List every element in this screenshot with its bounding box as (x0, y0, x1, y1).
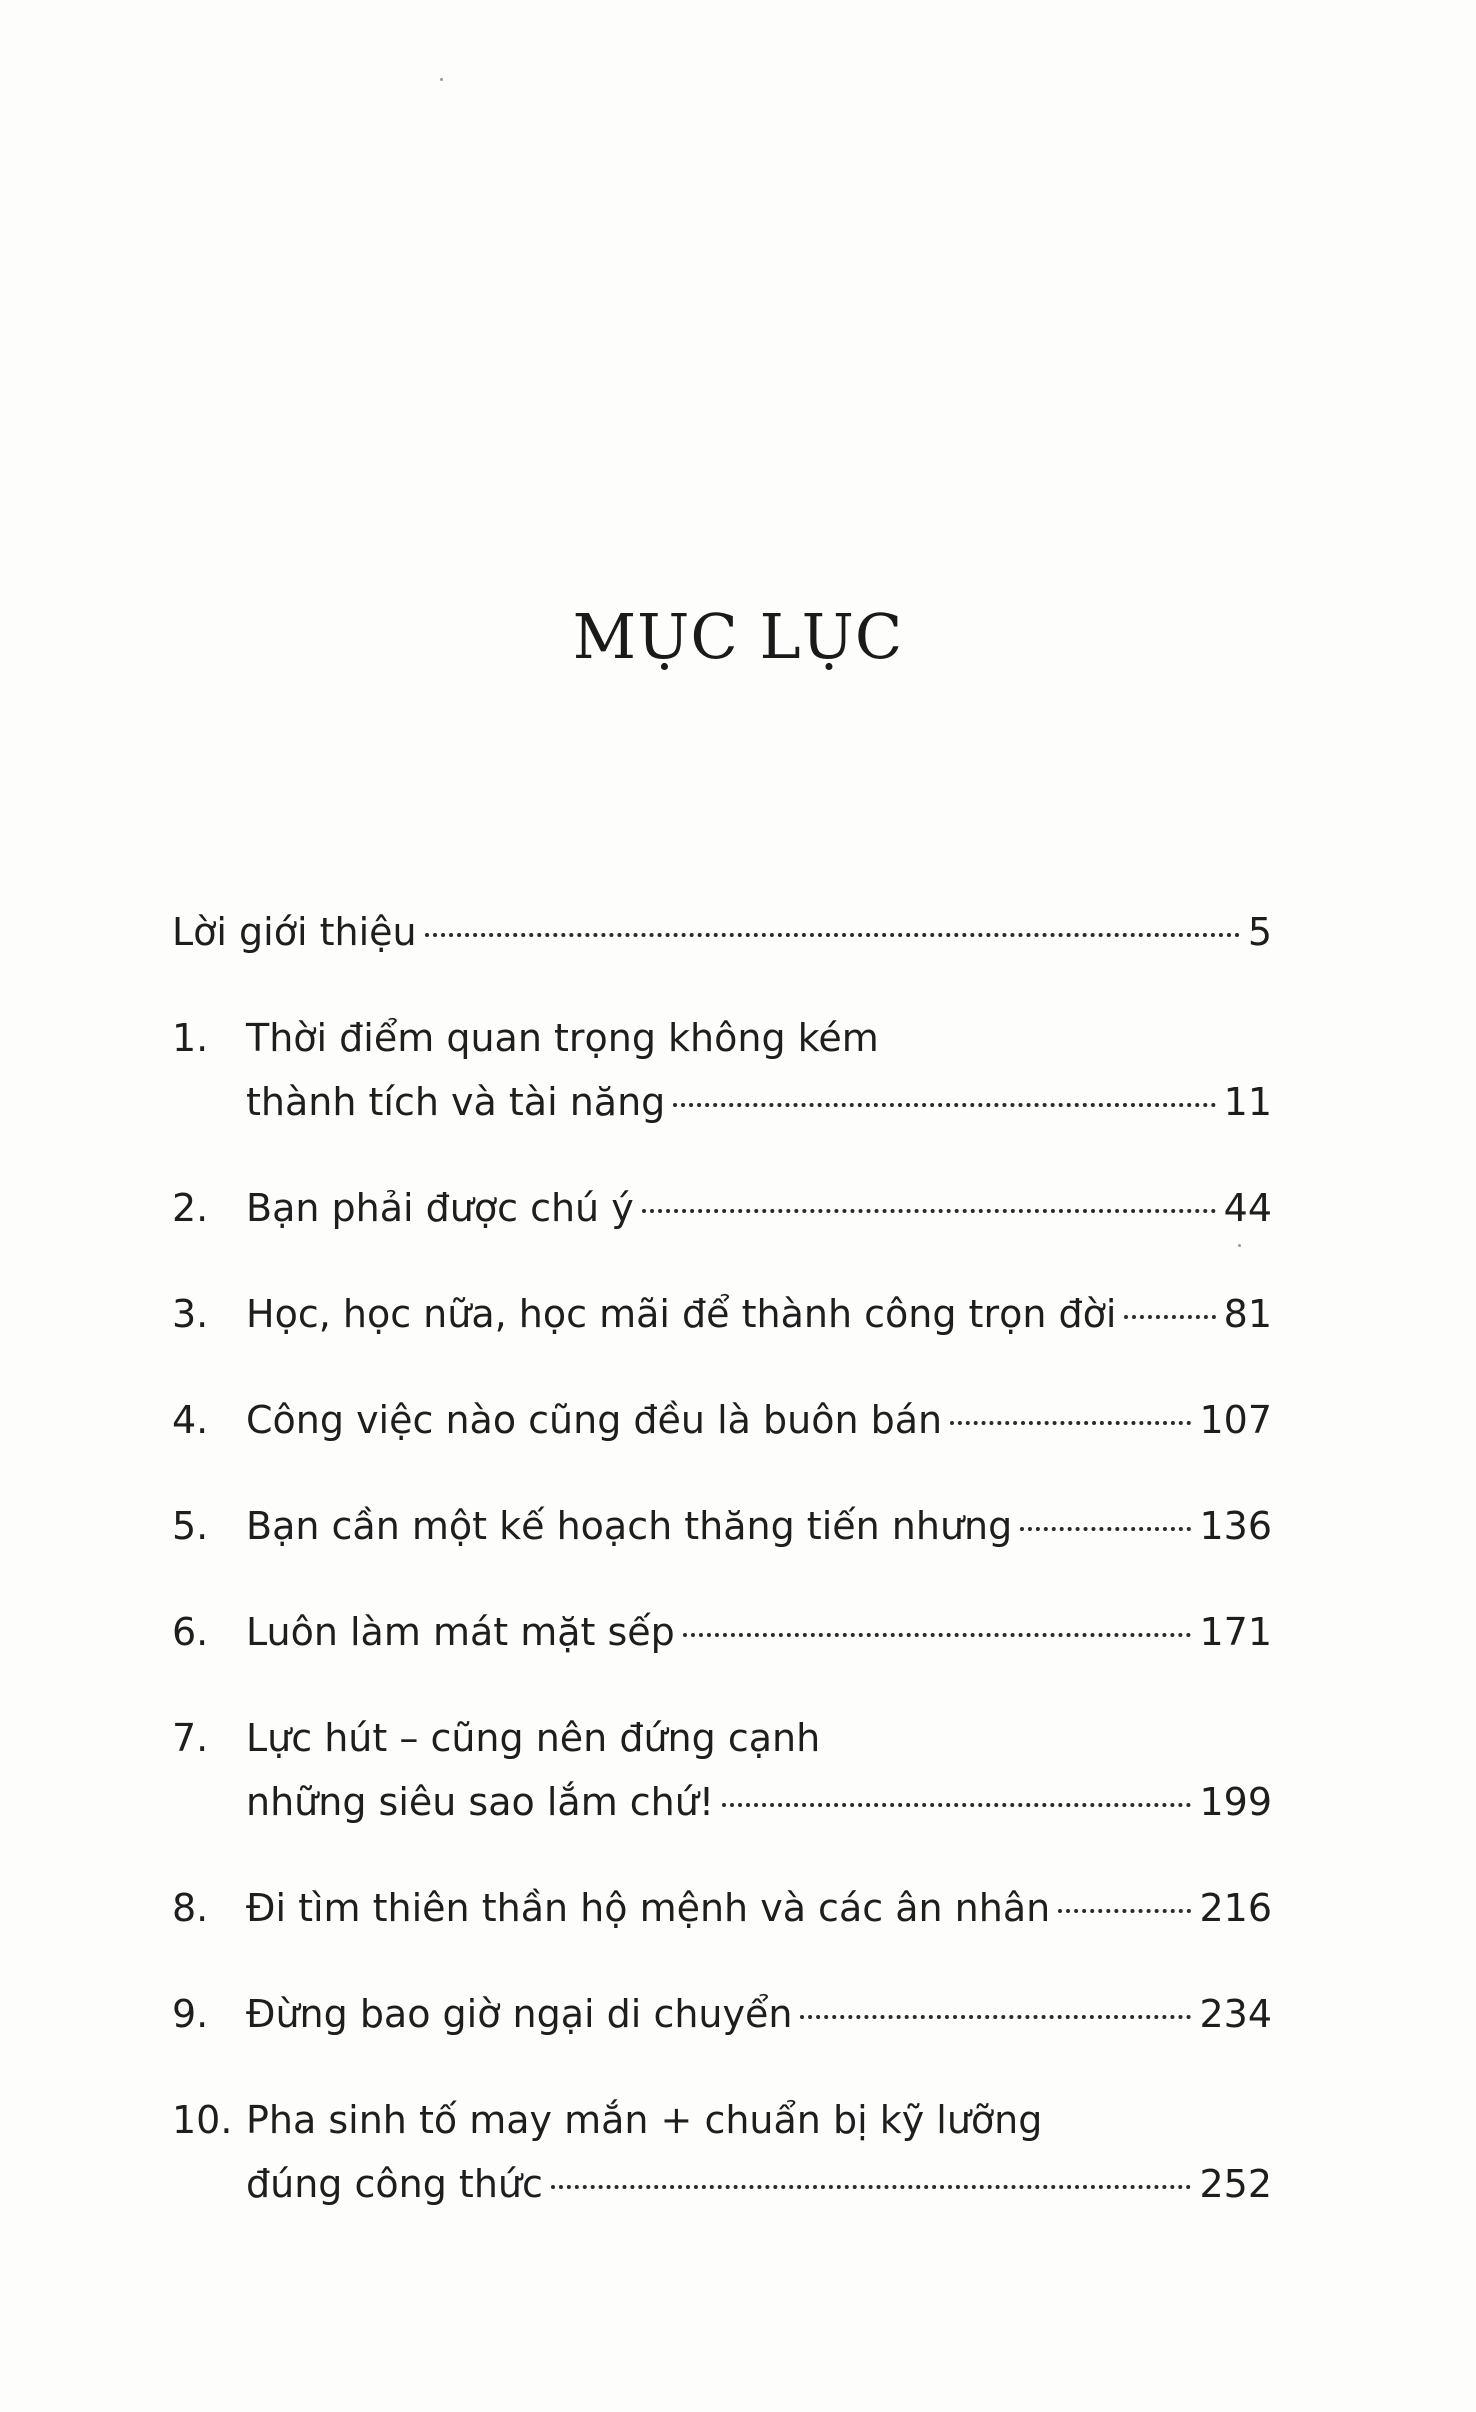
toc-entry-title: Lời giới thiệu (172, 910, 417, 954)
toc-entry-title: Đừng bao giờ ngại di chuyển (246, 1992, 793, 2036)
toc-entry-title: Học, học nữa, học mãi để thành công trọn đời (246, 1292, 1117, 1336)
page-number: 234 (1199, 1992, 1272, 2036)
toc-entry-number: 8. (172, 1886, 209, 1930)
toc-entry-title: Bạn cần một kế hoạch thăng tiến nhưng (246, 1504, 1013, 1548)
toc-entry-number: 4. (172, 1398, 209, 1442)
toc-entry-line (246, 1706, 1272, 1770)
toc-entry-body (246, 1282, 1272, 1346)
toc-entry-line (172, 900, 1272, 964)
toc-entry-line (246, 1070, 1272, 1134)
page-number: 216 (1199, 1886, 1272, 1930)
toc-entry-number: 9. (172, 1992, 209, 2036)
dot-leader (425, 933, 1240, 937)
page-number: 81 (1223, 1292, 1272, 1336)
toc-entry-body (246, 1600, 1272, 1664)
dot-leader (1020, 1527, 1191, 1531)
toc-entry-title: Luôn làm mát mặt sếp (246, 1610, 675, 1654)
toc-entry-body (246, 1494, 1272, 1558)
toc-entry-number: 7. (172, 1716, 209, 1760)
toc-entry-title: Bạn phải được chú ý (246, 1186, 634, 1230)
dot-leader (642, 1209, 1216, 1213)
toc-entry-body (246, 1176, 1272, 1240)
toc-entry-line (246, 1600, 1272, 1664)
paper-speck (440, 78, 443, 81)
toc-entry-line (246, 2088, 1272, 2152)
toc-entry-line (246, 1006, 1272, 1070)
dot-leader (800, 2015, 1191, 2019)
page-number: 11 (1223, 1080, 1272, 1124)
toc-entry-body (172, 900, 1272, 964)
toc-entry-number: 6. (172, 1610, 209, 1654)
toc-entry-body (246, 2088, 1272, 2216)
page-number: 107 (1199, 1398, 1272, 1442)
toc-entry[interactable] (172, 1706, 1272, 1834)
toc-entry[interactable] (172, 1876, 1272, 1940)
toc-entry-number: 10. (172, 2098, 233, 2142)
toc-entry-body (246, 1706, 1272, 1834)
toc-entry-body (246, 1006, 1272, 1134)
table-of-contents (172, 900, 1272, 2258)
toc-entry-number: 1. (172, 1016, 209, 1060)
toc-entry-line (246, 1770, 1272, 1834)
toc-entry[interactable] (172, 1006, 1272, 1134)
dot-leader (1124, 1315, 1215, 1319)
toc-entry-title: Đi tìm thiên thần hộ mệnh và các ân nhân (246, 1886, 1051, 1930)
toc-entry[interactable] (172, 2088, 1272, 2216)
toc-entry-number: 3. (172, 1292, 209, 1336)
toc-entry-line (246, 1982, 1272, 2046)
toc-entry-line (246, 1282, 1272, 1346)
toc-entry-title: Lực hút – cũng nên đứng cạnh (246, 1716, 821, 1760)
page-number: 136 (1199, 1504, 1272, 1548)
toc-entry-line (246, 1876, 1272, 1940)
toc-entry[interactable] (172, 900, 1272, 964)
page-number: 199 (1199, 1780, 1272, 1824)
toc-entry-body (246, 1876, 1272, 1940)
toc-entry-title: đúng công thức (246, 2162, 543, 2206)
toc-entry-body (246, 1982, 1272, 2046)
toc-entry-line (246, 1388, 1272, 1452)
toc-entry-title: Công việc nào cũng đều là buôn bán (246, 1398, 943, 1442)
dot-leader (683, 1633, 1192, 1637)
toc-entry-line (246, 1176, 1272, 1240)
toc-entry[interactable] (172, 1176, 1272, 1240)
dot-leader (950, 1421, 1191, 1425)
toc-entry-body (246, 1388, 1272, 1452)
toc-entry-line (246, 1494, 1272, 1558)
page-number: 5 (1247, 910, 1272, 954)
toc-entry[interactable] (172, 1982, 1272, 2046)
toc-entry[interactable] (172, 1494, 1272, 1558)
toc-entry-number: 5. (172, 1504, 209, 1548)
dot-leader (673, 1103, 1215, 1107)
toc-entry-title: những siêu sao lắm chứ! (246, 1780, 715, 1824)
page-number: 171 (1199, 1610, 1272, 1654)
toc-entry-title: thành tích và tài năng (246, 1080, 666, 1124)
dot-leader (1058, 1909, 1191, 1913)
toc-entry[interactable] (172, 1600, 1272, 1664)
toc-entry[interactable] (172, 1388, 1272, 1452)
page-number: 252 (1199, 2162, 1272, 2206)
toc-entry-number: 2. (172, 1186, 209, 1230)
toc-entry-title: Thời điểm quan trọng không kém (246, 1016, 879, 1060)
dot-leader (722, 1803, 1191, 1807)
dot-leader (551, 2185, 1192, 2189)
page-title: MỤC LỤC (572, 600, 904, 673)
page-number: 44 (1223, 1186, 1272, 1230)
toc-entry-line (246, 2152, 1272, 2216)
toc-entry-title: Pha sinh tố may mắn + chuẩn bị kỹ lưỡng (246, 2098, 1043, 2142)
toc-entry[interactable] (172, 1282, 1272, 1346)
